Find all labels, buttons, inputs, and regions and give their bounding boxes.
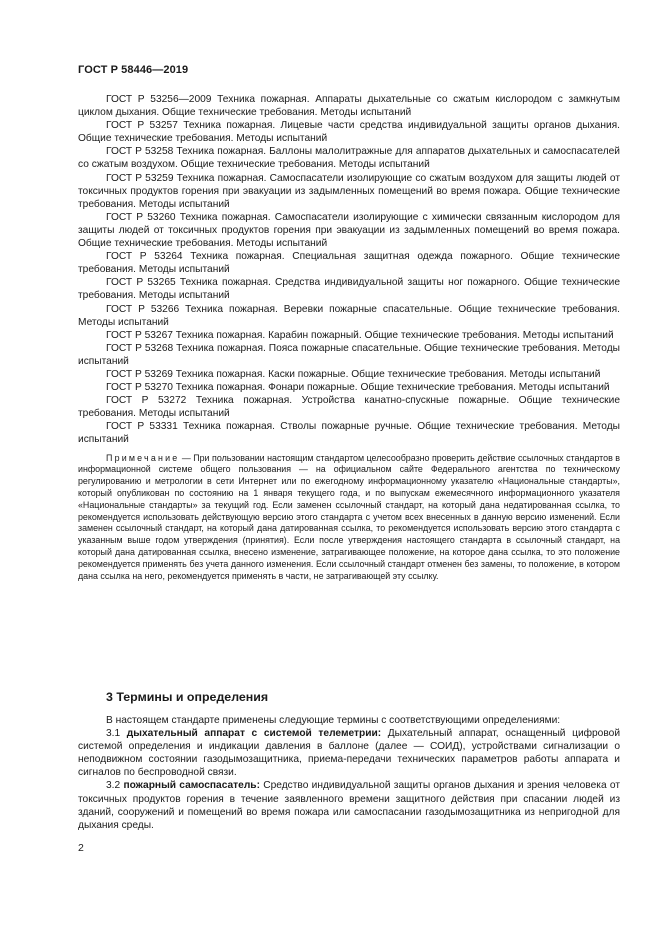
term-number: 3.2 <box>106 780 121 792</box>
note-paragraph <box>78 453 620 583</box>
reference-item: ГОСТ Р 53266 Техника пожарная. Веревки пожарные спасательные. Общие технические требования. Методы испытаний <box>78 303 620 328</box>
reference-item: ГОСТ Р 53258 Техника пожарная. Баллоны малолитражные для аппаратов дыхательных и самоспасателей со сжатым воздухом. Общие технические требования. Методы испытаний <box>78 146 620 171</box>
reference-item: ГОСТ Р 53260 Техника пожарная. Самоспасатели изолирующие с химически связанным кислородом для защиты людей от токсичных продуктов горения при эвакуации из задымленных помещений во время пожара. Общие технические требования. Методы испытаний <box>78 211 620 250</box>
reference-item: ГОСТ Р 53256—2009 Техника пожарная. Аппараты дыхательные со сжатым кислородом с замкнутым циклом дыхания. Общие технические требования. Методы испытаний <box>78 94 620 119</box>
reference-item: ГОСТ Р 53272 Техника пожарная. Устройства канатно-спускные пожарные. Общие технические требования. Методы испытаний <box>78 395 620 420</box>
term-name: дыхательный аппарат с системой телеметрии: <box>126 728 382 740</box>
section-intro: В настоящем стандарте применены следующие термины с соответствующими определениями: <box>106 715 561 726</box>
section-body <box>78 714 620 832</box>
note-block <box>78 453 620 583</box>
reference-item: ГОСТ Р 53270 Техника пожарная. Фонари пожарные. Общие технические требования. Методы испытаний <box>106 382 610 394</box>
term-number: 3.1 <box>106 728 121 740</box>
reference-item: ГОСТ Р 53259 Техника пожарная. Самоспасатели изолирующие со сжатым воздухом для защиты людей от токсичных продуктов горения при эвакуации из задымленных помещений во время пожара. Общие технические требования. Методы испытаний <box>78 172 620 210</box>
reference-item: ГОСТ Р 53269 Техника пожарная. Каски пожарные. Общие технические требования. Методы испытаний <box>106 368 601 380</box>
reference-item: ГОСТ Р 53265 Техника пожарная. Средства индивидуальной защиты ног пожарного. Общие технические требования. Методы испытаний <box>78 277 620 302</box>
term-entry <box>78 779 620 831</box>
reference-item: ГОСТ Р 53267 Техника пожарная. Карабин пожарный. Общие технические требования. Методы испытаний <box>106 329 614 341</box>
reference-item: ГОСТ Р 53268 Техника пожарная. Пояса пожарные спасательные. Общие технические требования. Методы испытаний <box>78 342 620 367</box>
note-text: — При пользовании настоящим стандартом целесообразно проверить действие ссылочных стандартов в информационной системе общего пользования — на официальном сайте Федерального агентства по техническому регулированию и метрологии в сети Интернет или по ежегодному информационному указателю «Национальные стандарты», который опубликован по состоянию на 1 января текущего года, и по выпускам ежемесячного информационного указателя «Национальные стандарты» за текущий год. Если заменен ссылочный стандарт, на который дана недатированная ссылка, то рекомендуется использовать действующую версию этого стандарта с учетом всех внесенных в данную версию изменений. Если заменен ссылочный стандарт, на который дана датированная ссылка, то рекомендуется использовать версию этого стандарта с указанным выше годом утверждения (принятия). Если после утверждения настоящего стандарта в ссылочный стандарт, на который дана датированная ссылка, внесено изменение, затрагивающее положение, на которое дана ссылка, то это положение рекомендуется применять без учета данного изменения. Если ссылочный стандарт отменен без замены, то положение, в котором дана ссылка на него, рекомендуется применять в части, не затрагивающей эту ссылку. <box>78 452 620 581</box>
reference-item: ГОСТ Р 53331 Техника пожарная. Стволы пожарные ручные. Общие технические требования. Методы испытаний <box>78 421 620 446</box>
running-header: ГОСТ Р 58446—2019 <box>78 64 189 76</box>
reference-item: ГОСТ Р 53257 Техника пожарная. Лицевые части средства индивидуальной защиты органов дыхания. Общие технические требования. Методы испытаний <box>78 120 620 145</box>
term-definition: Средство индивидуальной защиты органов дыхания и зрения человека от токсичных продуктов горения в течение заявленного времени защитного действия при спасании людей из зданий, сооружений и помещений во время пожара или самоспасании газодымозащитника из непригодной для дыхания среды. <box>78 780 620 831</box>
term-name: пожарный самоспасатель: <box>123 780 260 792</box>
reference-item: ГОСТ Р 53264 Техника пожарная. Специальная защитная одежда пожарного. Общие технические требования. Методы испытаний <box>78 251 620 276</box>
normative-references <box>78 93 620 582</box>
term-definition: Дыхательный аппарат, оснащенный цифровой системой определения и индикации давления в баллоне (далее — СОИД), устройствами сигнализации о неподвижном состоянии газодымозащитника, приема-передачи технических параметров работы аппарата и сигналов по беспроводной связи. <box>78 728 621 779</box>
section-title: 3 Термины и определения <box>106 690 269 704</box>
page-number: 2 <box>78 842 84 854</box>
note-label: Примечание <box>106 452 180 463</box>
term-entry <box>78 727 620 779</box>
